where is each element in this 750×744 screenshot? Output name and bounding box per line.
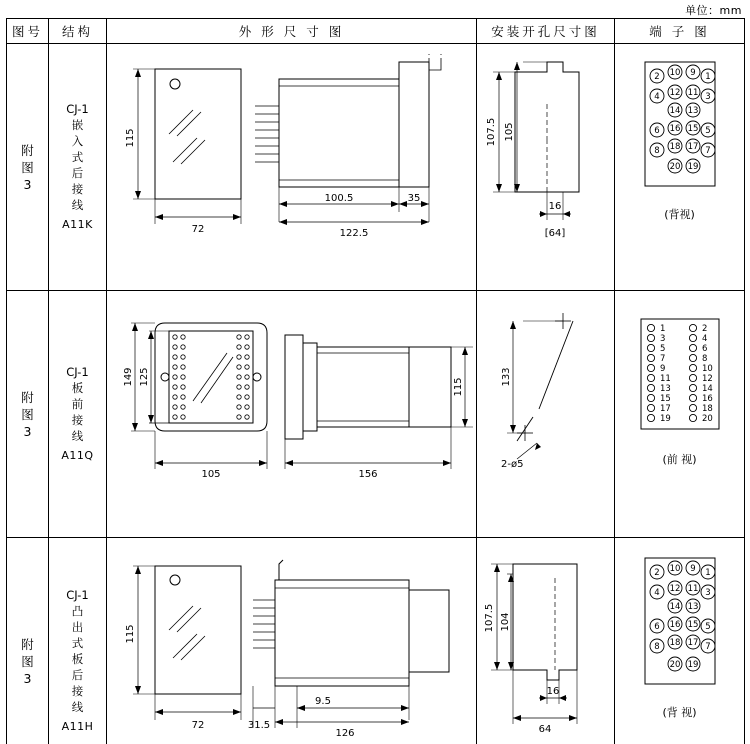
dim-label: 115 — [125, 128, 136, 148]
row-number-line: 图 — [21, 653, 34, 669]
mounting-drawing-3 — [477, 538, 615, 744]
row-number-line: 附 — [21, 636, 34, 652]
header-outline: 外 形 尺 寸 图 — [107, 19, 477, 44]
table-row — [7, 538, 745, 744]
structure-line: 线 — [71, 429, 84, 443]
structure-line: 板 — [71, 652, 84, 666]
svg-text:9: 9 — [690, 68, 696, 78]
outline-drawing-1 — [107, 44, 477, 291]
svg-text:1: 1 — [705, 72, 711, 82]
svg-text:3: 3 — [705, 92, 711, 102]
terminal-drawing-2 — [615, 291, 745, 538]
svg-text:14: 14 — [669, 602, 681, 612]
svg-text:11: 11 — [687, 584, 699, 594]
svg-text:19: 19 — [687, 162, 699, 172]
header-terminal: 端 子 图 — [615, 19, 745, 44]
dim-label: 156 — [358, 469, 378, 480]
svg-text:16: 16 — [702, 394, 713, 404]
svg-text:1: 1 — [705, 568, 711, 578]
svg-text:5: 5 — [705, 126, 711, 136]
mounting-svg-2 — [477, 291, 613, 537]
terminal-view-label-2: (前 视) — [662, 453, 697, 466]
structure-line: 后 — [71, 166, 84, 180]
terminal-drawing-3 — [615, 538, 745, 744]
svg-text:2: 2 — [654, 72, 660, 82]
svg-text:5: 5 — [660, 344, 666, 354]
structure-line: 板 — [71, 381, 84, 395]
row-number-line: 3 — [23, 423, 32, 439]
structure-line: 出 — [71, 620, 84, 634]
dim-label: 100.5 — [324, 193, 354, 204]
row-structure-1 — [49, 44, 107, 291]
terminal-drawing-1 — [615, 44, 745, 291]
svg-text:14: 14 — [702, 384, 713, 394]
svg-text:7: 7 — [705, 642, 711, 652]
svg-text:10: 10 — [669, 564, 681, 574]
svg-text:12: 12 — [702, 374, 713, 384]
structure-line: 式 — [71, 636, 84, 650]
dim-label: 31.5 — [247, 720, 271, 731]
structure-line: 线 — [71, 700, 84, 714]
header-no: 图号 — [7, 19, 49, 44]
outline-drawing-2 — [107, 291, 477, 538]
svg-text:7: 7 — [660, 354, 666, 364]
svg-text:4: 4 — [654, 588, 660, 598]
svg-text:4: 4 — [654, 92, 660, 102]
terminal-svg-2 — [615, 291, 743, 537]
terminal-svg-1 — [615, 44, 743, 290]
dim-label: 35 — [407, 193, 421, 204]
dim-label: 107.5 — [486, 117, 497, 147]
svg-text:11: 11 — [660, 374, 671, 384]
dim-label: 133 — [501, 367, 512, 387]
svg-text:12: 12 — [669, 584, 681, 594]
outline-drawing-3 — [107, 538, 477, 744]
svg-text:16: 16 — [669, 124, 681, 134]
structure-line: CJ-1 — [66, 365, 89, 379]
svg-text:20: 20 — [669, 162, 681, 172]
dim-label: 125 — [139, 367, 150, 387]
structure-line: 嵌 — [71, 118, 84, 132]
dim-label: 105 — [504, 122, 515, 142]
svg-text:3: 3 — [705, 588, 711, 598]
svg-text:8: 8 — [654, 642, 660, 652]
terminal-view-label-1: (背视) — [664, 208, 695, 221]
svg-text:9: 9 — [660, 364, 666, 374]
svg-text:13: 13 — [687, 106, 699, 116]
svg-text:19: 19 — [660, 414, 671, 424]
dim-label: [64] — [544, 228, 566, 239]
header-structure: 结构 — [49, 19, 107, 44]
outline-svg-3 — [107, 538, 475, 744]
mounting-drawing-1 — [477, 44, 615, 291]
svg-text:9: 9 — [690, 564, 696, 574]
table-header-row — [7, 19, 745, 44]
row-number-line: 3 — [23, 670, 32, 686]
unit-note: 单位：mm — [685, 4, 742, 17]
dim-label: 126 — [335, 728, 355, 739]
svg-text:18: 18 — [669, 638, 681, 648]
structure-line: 接 — [71, 182, 84, 196]
structure-line: 凸 — [71, 604, 84, 618]
svg-text:4: 4 — [702, 334, 708, 344]
row-number-1 — [7, 44, 49, 291]
structure-code: A11Q — [61, 449, 94, 462]
structure-line: 后 — [71, 668, 84, 682]
row-number-line: 3 — [23, 176, 32, 192]
svg-text:18: 18 — [669, 142, 681, 152]
svg-text:2: 2 — [702, 324, 708, 334]
row-number-2 — [7, 291, 49, 538]
structure-line: 前 — [71, 397, 84, 411]
dim-label: 104 — [500, 612, 511, 632]
table-row — [7, 291, 745, 538]
dim-label: 115 — [125, 624, 136, 644]
structure-code: A11H — [61, 720, 94, 733]
svg-text:8: 8 — [654, 146, 660, 156]
svg-text:20: 20 — [669, 660, 681, 670]
svg-text:8: 8 — [702, 354, 708, 364]
structure-line: 接 — [71, 684, 84, 698]
svg-text:2: 2 — [654, 568, 660, 578]
structure-line: CJ-1 — [66, 588, 89, 602]
svg-text:16: 16 — [669, 620, 681, 630]
svg-text:20: 20 — [702, 414, 713, 424]
svg-text:17: 17 — [660, 404, 671, 414]
dim-label: 115 — [453, 377, 464, 397]
svg-text:18: 18 — [702, 404, 713, 414]
outline-svg-2 — [107, 291, 475, 537]
dim-label: 105 — [201, 469, 221, 480]
mounting-svg-3 — [477, 538, 613, 744]
svg-text:6: 6 — [702, 344, 708, 354]
row-number-line: 图 — [21, 159, 34, 175]
svg-text:3: 3 — [660, 334, 666, 344]
dim-label: 72 — [191, 224, 205, 235]
dimension-table — [6, 18, 745, 744]
table-row — [7, 44, 745, 291]
svg-text:6: 6 — [654, 622, 660, 632]
svg-text:10: 10 — [669, 68, 681, 78]
terminal-view-label-3: (背 视) — [662, 706, 697, 719]
svg-text:12: 12 — [669, 88, 681, 98]
dim-label: 149 — [123, 367, 134, 387]
svg-text:13: 13 — [660, 384, 671, 394]
mounting-svg-1 — [477, 44, 613, 290]
structure-line: 式 — [71, 150, 84, 164]
dim-label: 64 — [538, 724, 552, 735]
structure-line: CJ-1 — [66, 102, 89, 116]
row-number-line: 附 — [21, 142, 34, 158]
svg-text:7: 7 — [705, 146, 711, 156]
svg-text:15: 15 — [687, 620, 699, 630]
structure-line: 线 — [71, 198, 84, 212]
dim-label: 16 — [548, 201, 562, 212]
svg-text:13: 13 — [687, 602, 699, 612]
dim-label: 2-ø5 — [501, 459, 524, 470]
svg-text:10: 10 — [702, 364, 713, 374]
outline-svg-1 — [107, 44, 475, 290]
dim-label: 72 — [191, 720, 205, 731]
svg-text:1: 1 — [660, 324, 666, 334]
svg-text:5: 5 — [705, 622, 711, 632]
dim-label: 16 — [546, 686, 560, 697]
row-structure-2 — [49, 291, 107, 538]
dim-label: 107.5 — [484, 603, 495, 633]
svg-text:17: 17 — [687, 142, 699, 152]
header-mounting: 安装开孔尺寸图 — [477, 19, 615, 44]
structure-line: 接 — [71, 413, 84, 427]
svg-text:6: 6 — [654, 126, 660, 136]
svg-text:15: 15 — [687, 124, 699, 134]
svg-text:19: 19 — [687, 660, 699, 670]
row-number-line: 附 — [21, 389, 34, 405]
row-structure-3 — [49, 538, 107, 744]
svg-text:15: 15 — [660, 394, 671, 404]
dim-label: 122.5 — [339, 228, 369, 239]
row-number-line: 图 — [21, 406, 34, 422]
svg-text:14: 14 — [669, 106, 681, 116]
svg-text:11: 11 — [687, 88, 699, 98]
structure-code: A11K — [62, 218, 93, 231]
dim-label: 9.5 — [315, 696, 331, 707]
structure-line: 入 — [71, 134, 84, 148]
mounting-drawing-2 — [477, 291, 615, 538]
row-number-3 — [7, 538, 49, 744]
svg-text:17: 17 — [687, 638, 699, 648]
